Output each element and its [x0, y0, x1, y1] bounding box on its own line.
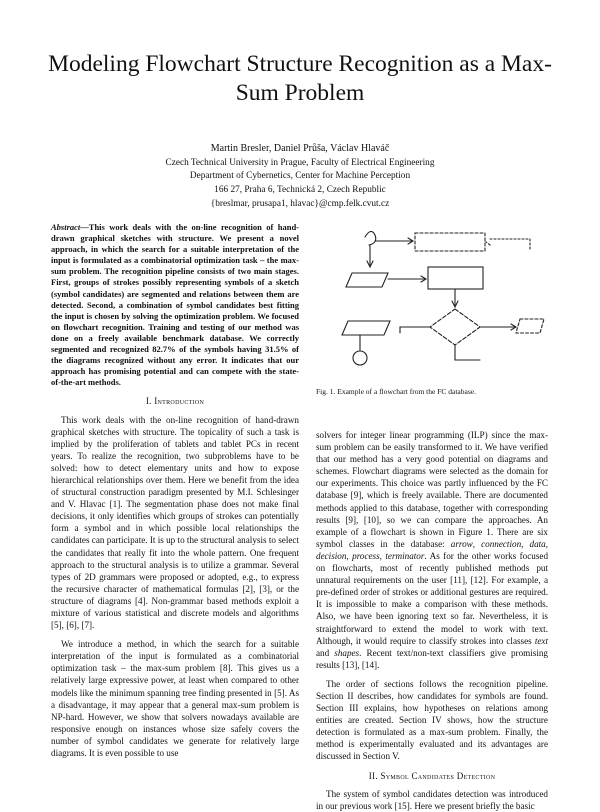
- figure-caption: Fig. 1. Example of a flowchart from the FC database.: [316, 387, 476, 396]
- abstract: [51, 222, 299, 388]
- process-box-middle: [428, 267, 483, 289]
- class-arrow: arrow: [450, 538, 473, 549]
- intro-paragraph-3: [316, 429, 548, 671]
- section-title: Introduction: [154, 396, 205, 407]
- paper-title: Modeling Flowchart Structure Recognition as a Max-Sum Problem: [48, 51, 552, 106]
- para-text: solvers for integer linear programming (ILP) since the max-sum problem can be easily transformed to it. We have verified that our method has a very good potential on diagrams and schemes. Flowchart diagrams were selected as the domain for our experiments. This choice was partly influenced by the FC database [9], which is freely available. There are documented methods applied to this database, together with corresponding results [9], [10], so we can compare the approaches. An example of a flowchart is shown in Figure 1. There are six symbol classes in the database:: [316, 430, 548, 549]
- sep: ,: [346, 550, 353, 561]
- section-numeral: I.: [145, 396, 152, 407]
- connection-circle: [353, 351, 367, 365]
- class-decision: decision: [316, 550, 347, 561]
- data-symbol-lower: [342, 321, 390, 335]
- class-process: process: [352, 550, 380, 561]
- para-text: . As for the other works focused on flowcharts, most of recently published methods put unnatural requirements on the user [11], [12]. For example, a pre-defined order of strokes or additional gestures are required. It is impossible to make a comparison with these methods. Also, we have been ignoring text so far. Nevertheless, it is straightforward to extend the model to work with text. Although, it would require to classify strokes into classes: [316, 550, 549, 646]
- sep: and: [316, 647, 335, 658]
- affiliation-university: Czech Technical University in Prague, Faculty of Electrical Engineering: [165, 157, 435, 168]
- affiliation-department: Department of Cybernetics, Center for Machine Perception: [189, 171, 411, 182]
- data-symbol-left: [346, 273, 388, 287]
- author-names: Martin Bresler, Daniel Průša, Václav Hlaváč: [210, 143, 390, 154]
- intro-paragraph-4: The order of sections follows the recognition pipeline. Section II describes, how candidates for symbols are found. Section III explains, how hypotheses on relations among entities are created. Section IV shows, how the structure detection is formulated as a max-sum problem. Finally, the method is experimentally evaluated and its advantages are discussed in Section V.: [316, 678, 548, 762]
- abstract-text: —This work deals with the on-line recognition of hand-drawn graphical sketches with structure. We present a novel approach, in which the search for a suitable interpretation of the input is formulated as a combinatorial optimization task – the max-sum problem. The recognition pipeline consists of two main stages. First, groups of strokes possibly representing symbols of a sketch (symbol candidates) are segmented and relations between them are detected. Second, a combination of symbol candidates best fitting the input is chosen by solving the optimization problem. We focused on flowchart recognition. Training and testing of our method was done on a freely available benchmark database. We correctly segmented and recognized 82.7% of the symbols having 31.5% of the diagrams recognized without any error. It indicates that our approach has promising potential and can compete with the state-of-the-art methods.: [51, 222, 299, 388]
- class-text: text: [534, 635, 548, 646]
- class-shapes: shapes: [334, 647, 360, 658]
- author-emails: {breslmar, prusapa1, hlavac}@cmp.felk.cvut.cz: [210, 198, 390, 209]
- class-terminator: terminator: [385, 550, 425, 561]
- flowchart-sketch: [330, 225, 552, 375]
- class-data: data: [529, 538, 546, 549]
- intro-paragraph-2: We introduce a method, in which the search for a suitable interpretation of the input is formulated as a combinatorial optimization task – the max-sum problem [8]. This gives us a relatively large expressive power, at least when compared to other models like the minimum spanning tree finding presented in [5]. As a disadvantage, it may appear that a general max-sum problem is NP-hard. However, we show that solvers nowadays available are responsive enough on instances whose size safely covers the number of symbol candidates we generate for relatively large diagrams. It is even possible to use: [51, 639, 299, 759]
- left-column: [51, 222, 299, 759]
- intro-paragraph-1: This work deals with the on-line recognition of hand-drawn graphical sketches with structure. The topicality of such a task is implied by the proliferation of tablets and tablet PCs in recent years. To realize the recognition, two subproblems have to be solved: how to detect elementary units and how to expose hierarchical relationships over them. Here we benefit from the idea of structural construction paradigm presented by M.I. Schlesinger and V. Hlavac [1]. The segmentation phase does not make final decisions, it only identifies which groups of strokes can potentially form a symbol and in which possible local relationships the candidates can participate. It is up to the structural analysis to select the candidates that really fit into the whole pattern. One frequent approach to the structural analysis is to utilize a grammar. Several types of 2D grammars were proposed or adopted, e.g., to express the recursive character of mathematical formulas [2], [3], or the structure of diagrams [4]. Non-grammar based methods exploit a mixture of various statistical and discrete models and algorithms [5], [6], [7].: [51, 414, 299, 631]
- author-block: [60, 142, 540, 212]
- class-connection: connection: [481, 538, 522, 549]
- section-title: Symbol Candidates Detection: [380, 770, 496, 781]
- section2-paragraph-1: The system of symbol candidates detection was introduced in our previous work [15]. Here we present briefly the basic: [316, 788, 548, 811]
- decision-symbol: [430, 309, 480, 345]
- section-numeral: II.: [368, 770, 378, 781]
- para-text: . Recent text/non-text classifiers give promising results [13], [14].: [316, 647, 548, 670]
- terminator-start: [365, 231, 376, 245]
- right-column: [316, 429, 548, 812]
- sep: ,: [472, 538, 482, 549]
- flowchart-figure: [330, 225, 552, 375]
- data-symbol-right: [516, 319, 544, 333]
- sep: ,: [521, 538, 530, 549]
- sep: ,: [379, 550, 386, 561]
- sep: ,: [545, 538, 549, 549]
- section-heading-introduction: [51, 395, 299, 407]
- affiliation-address: 166 27, Praha 6, Technická 2, Czech Republic: [214, 185, 386, 196]
- process-box-top: [415, 233, 485, 251]
- abstract-label: Abstract: [51, 222, 81, 232]
